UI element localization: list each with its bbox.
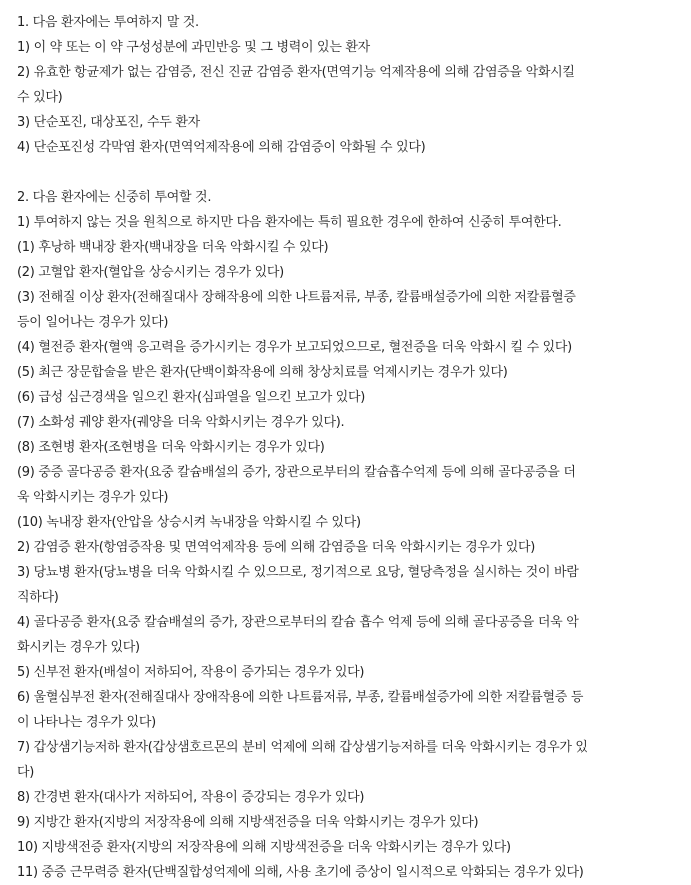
text-line: 5) 신부전 환자(배설이 저하되어, 작용이 증가되는 경우가 있다) — [17, 665, 365, 680]
text-line: (1) 후낭하 백내장 환자(백내장을 더욱 악화시킬 수 있다) — [17, 240, 329, 255]
text-line: 욱 악화시키는 경우가 있다) — [17, 490, 169, 505]
text-line: 7) 갑상샘기능저하 환자(갑상샘호르몬의 분비 억제에 의해 갑상샘기능저하를 더욱 악화시키는 경우가 있 — [17, 740, 588, 755]
text-line: 3) 당뇨병 환자(당뇨병을 더욱 악화시킬 수 있으므로, 정기적으로 요당, 혈당측정을 실시하는 것이 바람 — [17, 565, 579, 580]
text-line: (10) 녹내장 환자(안압을 상승시켜 녹내장을 악화시킬 수 있다) — [17, 515, 361, 530]
text-line: 4) 골다공증 환자(요중 칼슘배설의 증가, 장관으로부터의 칼슘 흡수 억제 등에 의해 골다공증을 더욱 악 — [17, 615, 579, 630]
text-line: (9) 중증 골다공증 환자(요중 칼슘배설의 증가, 장관으로부터의 칼슘흡수억제 등에 의해 골다공증을 더 — [17, 465, 576, 480]
section-heading: 2. 다음 환자에는 신중히 투여할 것. — [17, 190, 212, 205]
text-line: 2) 감염증 환자(항염증작용 및 면역억제작용 등에 의해 감염증을 더욱 악화시키는 경우가 있다) — [17, 540, 535, 555]
text-line: 2) 유효한 항균제가 없는 감염증, 전신 진균 감염증 환자(면역기능 억제작용에 의해 감염증을 악화시킬 — [17, 65, 575, 80]
text-line: (6) 급성 심근경색을 일으킨 환자(심파열을 일으킨 보고가 있다) — [17, 390, 366, 405]
text-line: (3) 전해질 이상 환자(전해질대사 장해작용에 의한 나트륨저류, 부종, 칼륨배설증가에 의한 저칼륨혈증 — [17, 290, 576, 305]
document-body — [17, 10, 685, 885]
section-contraindications — [17, 10, 685, 160]
text-line: (4) 혈전증 환자(혈액 응고력을 증가시키는 경우가 보고되었으므로, 혈전증을 더욱 악화시 킬 수 있다) — [17, 340, 572, 355]
section-careful-administration — [17, 185, 685, 885]
text-line: 1) 투여하지 않는 것을 원칙으로 하지만 다음 환자에는 특히 필요한 경우에 한하여 신중히 투여한다. — [17, 215, 562, 230]
text-line: 직하다) — [17, 590, 59, 605]
text-line: 수 있다) — [17, 90, 63, 105]
text-line: (2) 고혈압 환자(혈압을 상승시키는 경우가 있다) — [17, 265, 284, 280]
text-line: 1) 이 약 또는 이 약 구성성분에 과민반응 및 그 병력이 있는 환자 — [17, 40, 370, 55]
text-line: 3) 단순포진, 대상포진, 수두 환자 — [17, 115, 200, 130]
text-line: 4) 단순포진성 각막염 환자(면역억제작용에 의해 감염증이 악화될 수 있다) — [17, 140, 426, 155]
text-line: 8) 간경변 환자(대사가 저하되어, 작용이 증강되는 경우가 있다) — [17, 790, 365, 805]
text-line: 9) 지방간 환자(지방의 저장작용에 의해 지방색전증을 더욱 악화시키는 경우가 있다) — [17, 815, 479, 830]
section-heading: 1. 다음 환자에는 투여하지 말 것. — [17, 15, 199, 30]
text-line: 6) 울혈심부전 환자(전해질대사 장애작용에 의한 나트륨저류, 부종, 칼륨배설증가에 의한 저칼륨혈증 등 — [17, 690, 584, 705]
section-spacer — [17, 160, 685, 185]
text-line: 10) 지방색전증 환자(지방의 저장작용에 의해 지방색전증을 더욱 악화시키는 경우가 있다) — [17, 840, 511, 855]
text-line: (5) 최근 장문합술을 받은 환자(단백이화작용에 의해 창상치료를 억제시키는 경우가 있다) — [17, 365, 508, 380]
text-line: 다) — [17, 765, 35, 780]
text-line: (7) 소화성 궤양 환자(궤양을 더욱 악화시키는 경우가 있다). — [17, 415, 345, 430]
text-line: 11) 중증 근무력증 환자(단백질합성억제에 의해, 사용 초기에 증상이 일시적으로 악화되는 경우가 있다) — [17, 865, 584, 880]
text-line: (8) 조현병 환자(조현병을 더욱 악화시키는 경우가 있다) — [17, 440, 325, 455]
text-line: 등이 일어나는 경우가 있다) — [17, 315, 169, 330]
text-line: 이 나타나는 경우가 있다) — [17, 715, 156, 730]
text-line: 화시키는 경우가 있다) — [17, 640, 140, 655]
